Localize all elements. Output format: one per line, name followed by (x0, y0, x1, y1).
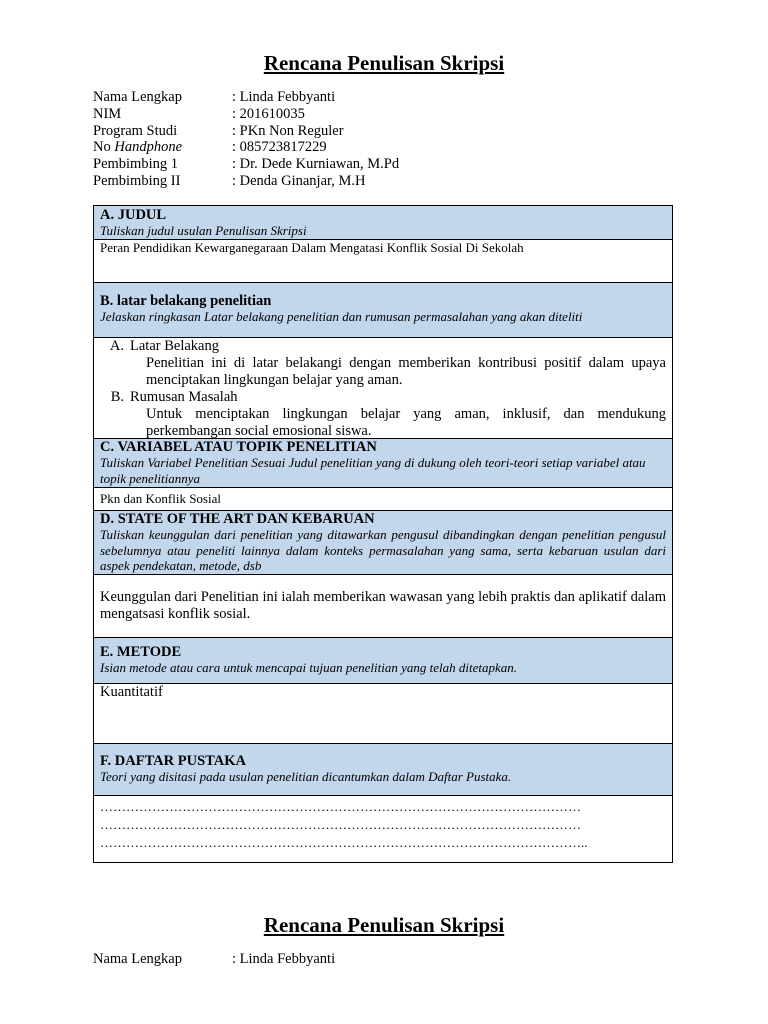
section-heading: F. DAFTAR PUSTAKA (100, 753, 246, 769)
info-label-prefix: No (93, 139, 115, 156)
list-item (100, 389, 666, 406)
section-f-header (94, 744, 672, 796)
section-subtitle: Tuliskan Variabel Penelitian Sesuai Judul penelitian yang di dukung oleh teori-teori setiap variabel atau topik penelitiannya (100, 455, 646, 486)
info-label-italic: Handphone (114, 139, 183, 156)
page-2-title: Rencana Penulisan Skripsi (263, 913, 505, 937)
info-label: Nama Lengkap (93, 951, 182, 967)
info-row-supervisor-1 (93, 156, 399, 173)
section-heading: B. latar belakang penelitian (100, 293, 272, 309)
proposal-table (93, 205, 673, 863)
list-item-text: Penelitian ini di latar belakangi dengan memberikan kontribusi positif dalam upaya menciptakan lingkungan belajar yang aman. (146, 355, 666, 388)
reference-line: ………………………………………………………………………………………………… (100, 817, 581, 832)
reference-line: ………………………………………………………………………………………………….. (100, 835, 588, 850)
info-value: : 201610035 (232, 105, 305, 122)
reference-line: ………………………………………………………………………………………………… (100, 799, 581, 814)
section-subtitle: Teori yang disitasi pada usulan penelitian dicantumkan dalam Daftar Pustaka. (100, 769, 512, 784)
info-label: Program Studi (93, 122, 178, 139)
list-item-text: Untuk menciptakan lingkungan belajar yang aman, inklusif, dan mendukung perkembangan social emosional siswa. (146, 406, 666, 439)
info-label (93, 139, 232, 156)
student-info (93, 89, 399, 190)
section-heading: D. STATE OF THE ART DAN KEBARUAN (100, 511, 375, 527)
section-heading: C. VARIABEL ATAU TOPIK PENELITIAN (100, 439, 377, 455)
section-heading: E. METODE (100, 644, 182, 660)
section-b-content (94, 338, 672, 439)
info-row-name (93, 951, 335, 968)
section-d-content: Keunggulan dari Penelitian ini ialah memberikan wawasan yang lebih praktis dan aplikatif dalam mengatsasi konflik sosial. (94, 575, 672, 638)
section-subtitle: Tuliskan judul usulan Penulisan Skripsi (100, 223, 307, 238)
section-f-content (94, 796, 672, 862)
info-value: : Linda Febbyanti (232, 951, 336, 967)
section-subtitle: Isian metode atau cara untuk mencapai tujuan penelitian yang telah ditetapkan. (100, 660, 518, 675)
info-row-nim (93, 106, 399, 123)
section-d-header (94, 511, 672, 575)
page-title: Rencana Penulisan Skripsi (263, 51, 505, 75)
info-row-name (93, 89, 399, 106)
info-label: Pembimbing 1 (93, 156, 178, 173)
section-a-header (94, 206, 672, 240)
list-item (100, 338, 666, 355)
info-row-supervisor-2 (93, 173, 399, 190)
info-row-program (93, 123, 399, 140)
info-value: : Dr. Dede Kurniawan, M.Pd (232, 156, 400, 173)
section-c-content: Pkn dan Konflik Sosial (94, 488, 672, 511)
page-2-student-info (93, 951, 335, 968)
section-e-header (94, 638, 672, 684)
section-c-header (94, 439, 672, 488)
info-label: Pembimbing II (93, 172, 181, 189)
info-value: : 085723817229 (232, 139, 327, 156)
info-label: Nama Lengkap (93, 89, 182, 105)
list-marker: A. (109, 338, 124, 354)
section-subtitle: Tuliskan keunggulan dari penelitian yang ditawarkan pengusul dibandingkan dengan penelitian pengusul sebelumnya atau peneliti lainnya dalam konteks permasalahan yang sama, serta kebaruan usulan dari aspek pendekatan, metode, dsb (100, 527, 666, 573)
section-e-content: Kuantitatif (94, 684, 672, 744)
list-marker: B. (110, 389, 124, 405)
section-subtitle: Jelaskan ringkasan Latar belakang penelitian dan rumusan permasalahan yang akan diteliti (100, 309, 583, 324)
info-row-phone (93, 139, 399, 156)
info-label: NIM (93, 105, 122, 122)
info-value: : Denda Ginanjar, M.H (232, 172, 366, 189)
list-item-title: Latar Belakang (130, 338, 219, 354)
info-value: : PKn Non Reguler (232, 122, 344, 139)
info-value: : Linda Febbyanti (232, 89, 336, 105)
list-item-title: Rumusan Masalah (130, 389, 238, 405)
section-a-content: Peran Pendidikan Kewarganegaraan Dalam Mengatasi Konflik Sosial Di Sekolah (94, 240, 672, 283)
section-heading: A. JUDUL (100, 207, 167, 223)
section-b-header (94, 283, 672, 338)
